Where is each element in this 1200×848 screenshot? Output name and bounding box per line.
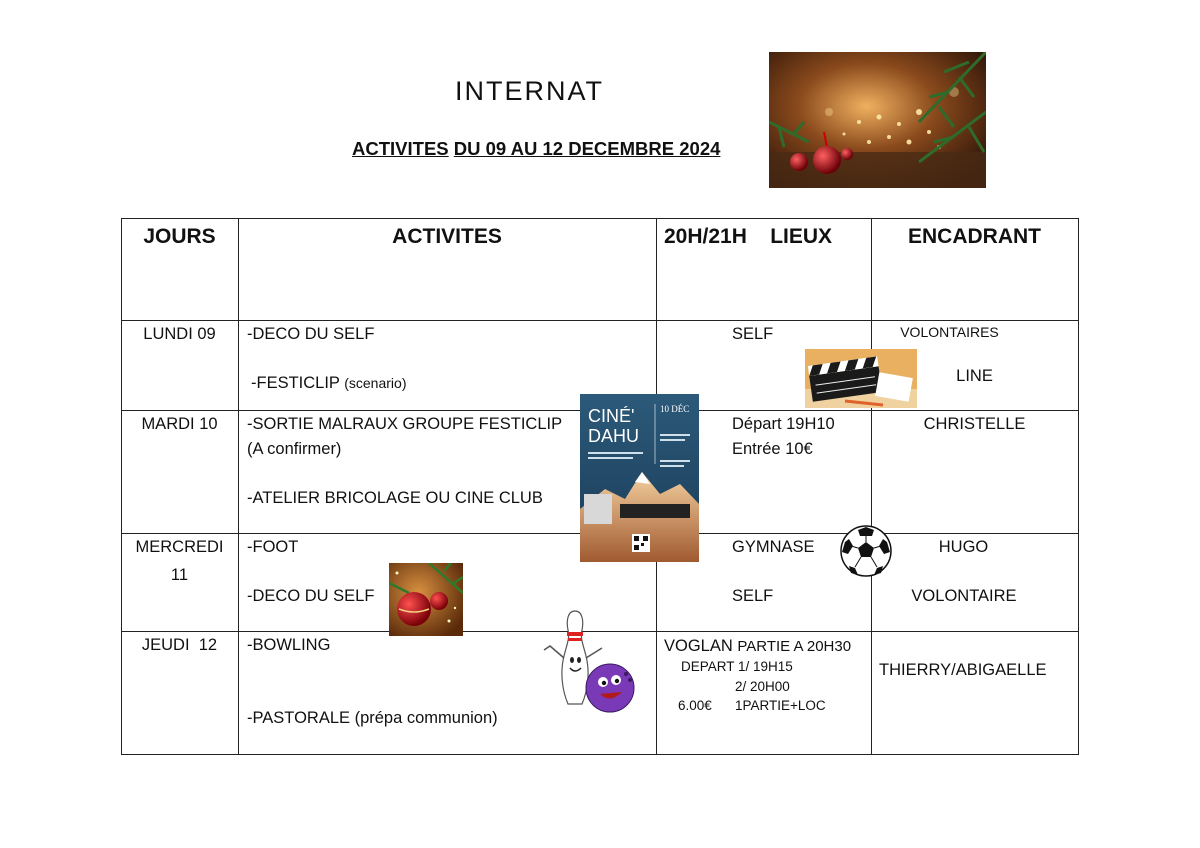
row1-jour: LUNDI 09 — [143, 325, 216, 343]
row4-lieu-depart1: DEPART 1/ 19H15 — [681, 659, 793, 674]
row3-lieu1: GYMNASE — [732, 538, 815, 556]
table-border-top — [121, 218, 1079, 219]
clapperboard-image — [805, 349, 917, 408]
row2-activite1b: (A confirmer) — [247, 440, 342, 458]
row4-activite1: -BOWLING — [247, 636, 331, 654]
row1-activite2-label: -FESTICLIP — [251, 374, 340, 392]
header-jours: JOURS — [143, 225, 216, 248]
row3-activite2: -DECO DU SELF — [247, 587, 375, 605]
table-border-left — [121, 218, 122, 755]
row1-lieu: SELF — [732, 325, 774, 343]
christmas-bauble-image — [389, 563, 463, 636]
row3-encadrant1: HUGO — [938, 538, 989, 556]
header-activites: ACTIVITES — [392, 225, 502, 248]
poster-date: 10 DÉC — [660, 404, 690, 414]
row3-encadrant2: VOLONTAIRE — [911, 587, 1017, 605]
table-border-bottom — [121, 754, 1079, 755]
row3-activite1: -FOOT — [247, 538, 299, 556]
row2-encadrant: CHRISTELLE — [923, 415, 1026, 433]
row1-encadrant2: LINE — [956, 367, 993, 385]
bowling-pin-ball-image — [530, 608, 650, 713]
row4-lieu-price: 6.00€ — [678, 698, 712, 713]
cine-dahu-poster — [580, 394, 699, 562]
row2-lieu2: Entrée 10€ — [732, 440, 813, 458]
column-divider — [871, 218, 872, 755]
row4-lieu-price-detail: 1PARTIE+LOC — [735, 698, 826, 713]
page-title: INTERNAT — [455, 76, 604, 106]
table-border-right — [1078, 218, 1079, 755]
row4-activite2: -PASTORALE (prépa communion) — [247, 709, 498, 727]
poster-title-line2: DAHU — [588, 426, 640, 446]
subtitle-activites: ACTIVITES — [352, 138, 449, 159]
row4-lieu-place: VOGLAN — [664, 637, 733, 655]
row2-activite2: -ATELIER BRICOLAGE OU CINE CLUB — [247, 489, 543, 507]
header-lieux: 20H/21H LIEUX — [664, 225, 833, 248]
row4-encadrant: THIERRY/ABIGAELLE — [879, 661, 1047, 679]
row2-activite1: -SORTIE MALRAUX GROUPE FESTICLIP — [247, 415, 563, 433]
row4-lieu-depart2: 2/ 20H00 — [735, 679, 790, 694]
row1-activite1: -DECO DU SELF — [247, 325, 375, 343]
subtitle-dates: DU 09 AU 12 DECEMBRE 2024 — [453, 138, 721, 159]
row2-jour: MARDI 10 — [141, 415, 218, 433]
row1-encadrant1: VOLONTAIRES — [900, 324, 999, 340]
row2-lieu1: Départ 19H10 — [732, 415, 835, 433]
column-divider — [238, 218, 239, 755]
row1-activite2 — [251, 371, 406, 395]
poster-title-line1: CINÉ' — [588, 406, 635, 426]
football-icon — [839, 524, 893, 578]
row4-jour: JEUDI 12 — [141, 636, 218, 654]
christmas-ornaments-image — [769, 52, 986, 188]
row3-jour2: 11 — [170, 566, 189, 584]
row1-activite2-note: (scenario) — [344, 375, 407, 391]
row3-lieu2: SELF — [732, 587, 774, 605]
row3-jour1: MERCREDI — [135, 538, 224, 556]
header-encadrant: ENCADRANT — [908, 225, 1041, 248]
row4-lieu-time: PARTIE A 20H30 — [737, 638, 852, 655]
page-subtitle — [352, 138, 720, 160]
